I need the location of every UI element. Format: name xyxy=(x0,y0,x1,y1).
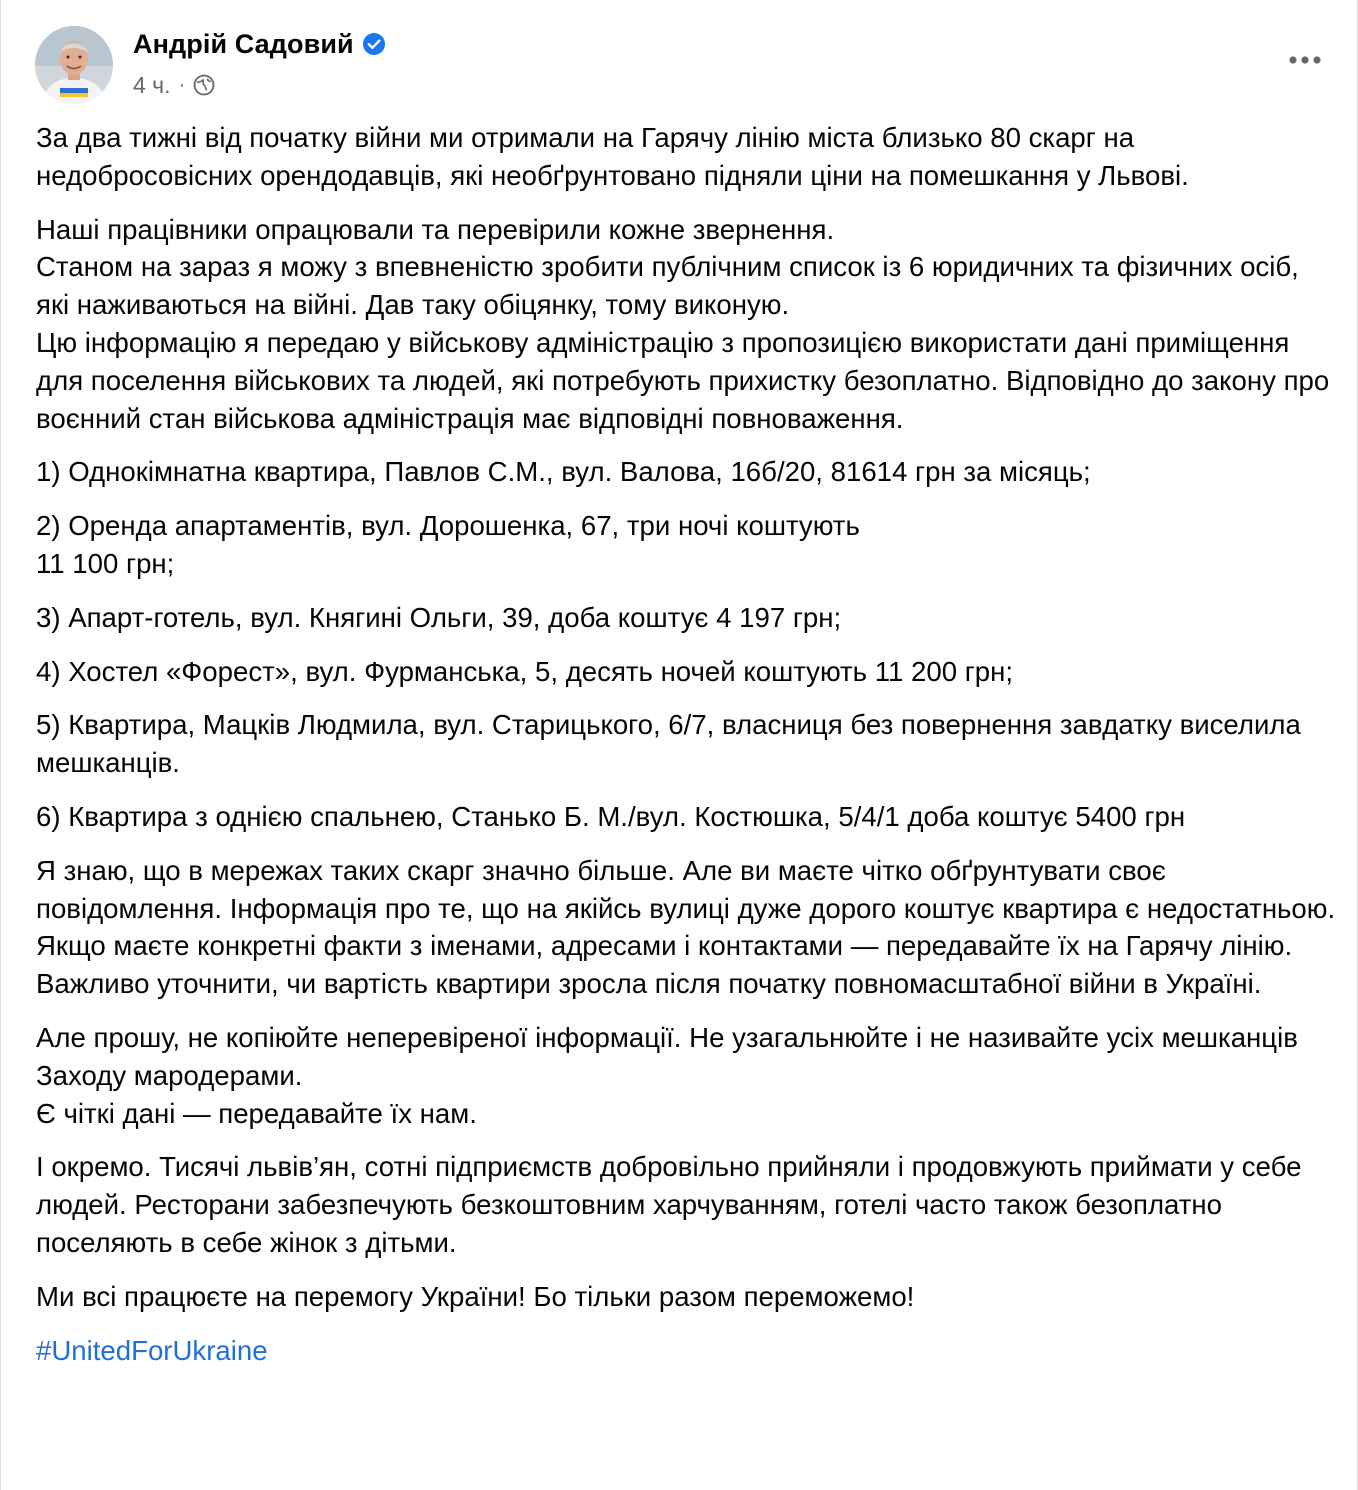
paragraph-warning: Але прошу, не копіюйте неперевіреної інформації. Не узагальнюйте і не називайте усіх мешканців Заходу мародерами. Є чіткі дані — передавайте їх нам. xyxy=(36,1021,1298,1129)
list-item-3: 3) Апарт-готель, вул. Княгині Ольги, 39, доба коштує 4 197 грн; xyxy=(36,601,842,633)
meta-separator: · xyxy=(178,73,186,96)
post-meta xyxy=(133,70,215,100)
avatar-photo xyxy=(35,26,113,104)
paragraph-closing: Ми всі працюєте на перемогу України! Бо тільки разом переможемо! xyxy=(36,1280,915,1312)
post-text xyxy=(36,119,1336,1385)
author xyxy=(133,26,386,62)
list-item-2: 2) Оренда апартаментів, вул. Дорошенка, 67, три ночі коштують 11 100 грн; xyxy=(36,510,860,579)
hashtag-link[interactable]: #UnitedForUkraine xyxy=(36,1334,268,1366)
paragraph-intro: За два тижні від початку війни ми отримали на Гарячу лінію міста близько 80 скарг на недобросовісних орендодавців, які необґрунтовано підняли ціни на помешкання у Львові. xyxy=(36,122,1189,191)
list-item-6: 6) Квартира з однією спальнею, Станько Б. М./вул. Костюшка, 5/4/1 доба коштує 5400 грн xyxy=(36,800,1186,832)
paragraph-statement: Наші працівники опрацювали та перевірили кожне звернення. Станом на зараз я можу з впевненістю зробити публічним список із 6 юридичних та фізичних осіб, які наживаються на війні. Дав таку обіцянку, тому виконую. Цю інформацію я передаю у військову адміністрацію з пропозицією використати дані приміщення для поселення військових та людей, які потребують прихистку безоплатно. Відповідно до закону про воєнний стан військова адміністрація має відповідні повноваження. xyxy=(36,213,1330,434)
hashtag-line xyxy=(36,1332,1336,1370)
paragraph-gratitude: І окремо. Тисячі львів’ян, сотні підприємств добровільно прийняли і продовжують приймати у себе людей. Ресторани забезпечують безкоштовним харчуванням, готелі часто також безоплатно поселяють в себе жінок з дітьми. xyxy=(36,1151,1302,1258)
paragraph-hotline: Я знаю, що в мережах таких скарг значно більше. Але ви маєте чітко обґрунтувати своє повідомлення. Інформація про те, що на якійсь вулиці дуже дорого коштує квартира є недостатньою. Якщо маєте конкретні факти з іменами, адресами і контактами — передавайте їх на Гарячу лінію. Важливо уточнити, чи вартість квартири зросла після початку повномасштабної війни в Україні. xyxy=(36,854,1336,1000)
post-time[interactable]: 4 ч. xyxy=(133,71,171,98)
more-horizontal-icon[interactable] xyxy=(1285,40,1325,80)
globe-icon[interactable] xyxy=(193,74,215,96)
verified-badge-icon xyxy=(362,32,386,56)
author-name[interactable]: Андрій Садовий xyxy=(133,28,354,59)
avatar[interactable] xyxy=(35,26,113,104)
list-item-1: 1) Однокімнатна квартира, Павлов С.М., вул. Валова, 16б/20, 81614 грн за місяць; xyxy=(36,456,1091,488)
list-item-4: 4) Хостел «Форест», вул. Фурманська, 5, десять ночей коштують 11 200 грн; xyxy=(36,655,1014,687)
post-header xyxy=(35,26,1325,106)
list-item-5: 5) Квартира, Мацків Людмила, вул. Старицького, 6/7, власниця без повернення завдатку виселила мешканців. xyxy=(36,709,1301,779)
